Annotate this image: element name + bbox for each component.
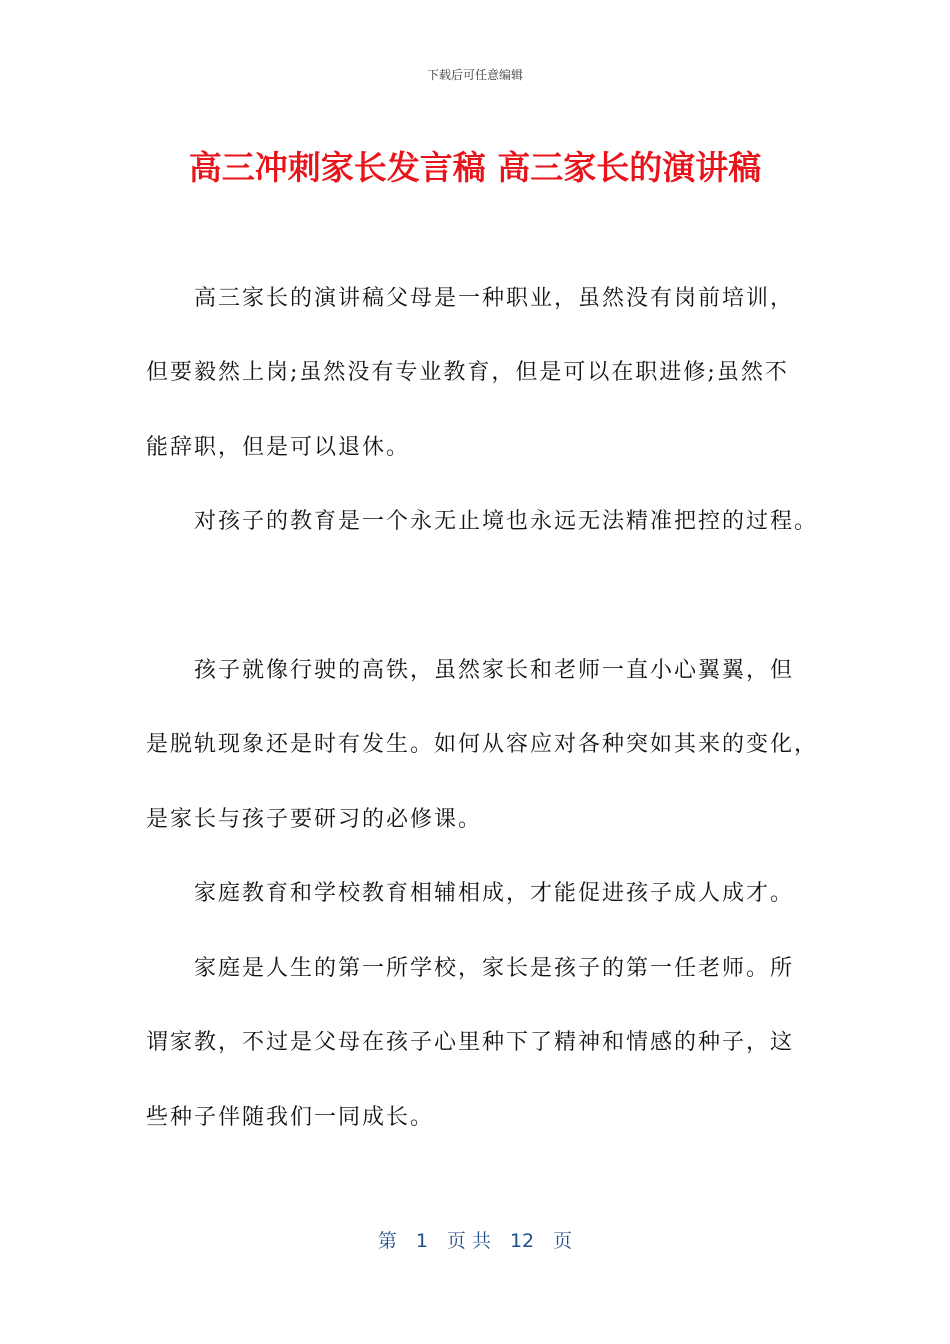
body-line: 是脱轨现象还是时有发生。如何从容应对各种突如其来的变化， (146, 732, 819, 757)
body-line: 但要毅然上岗;虽然没有专业教育，但是可以在职进修;虽然不 (146, 360, 789, 385)
body-line: 家庭是人生的第一所学校，家长是孩子的第一任老师。所 (146, 956, 795, 981)
header-note: 下载后可任意编辑 (426, 68, 523, 82)
page-number: 第 1 页 共 12 页 (377, 1230, 573, 1252)
body-line: 是家长与孩子要研习的必修课。 (146, 807, 483, 832)
body-line: 些种子伴随我们一同成长。 (146, 1105, 435, 1130)
body-line: 对孩子的教育是一个永无止境也永远无法精准把控的过程。 (146, 509, 819, 534)
body-line: 谓家教，不过是父母在孩子心里种下了精神和情感的种子，这 (146, 1030, 795, 1055)
body-line: 高三家长的演讲稿父母是一种职业，虽然没有岗前培训， (146, 286, 795, 311)
body-line: 能辞职，但是可以退休。 (146, 435, 411, 460)
body-line: 孩子就像行驶的高铁，虽然家长和老师一直小心翼翼，但 (146, 658, 795, 683)
document-title: 高三冲刺家长发言稿 高三家长的演讲稿 (188, 148, 762, 187)
body-line: 家庭教育和学校教育相辅相成，才能促进孩子成人成才。 (146, 881, 795, 906)
